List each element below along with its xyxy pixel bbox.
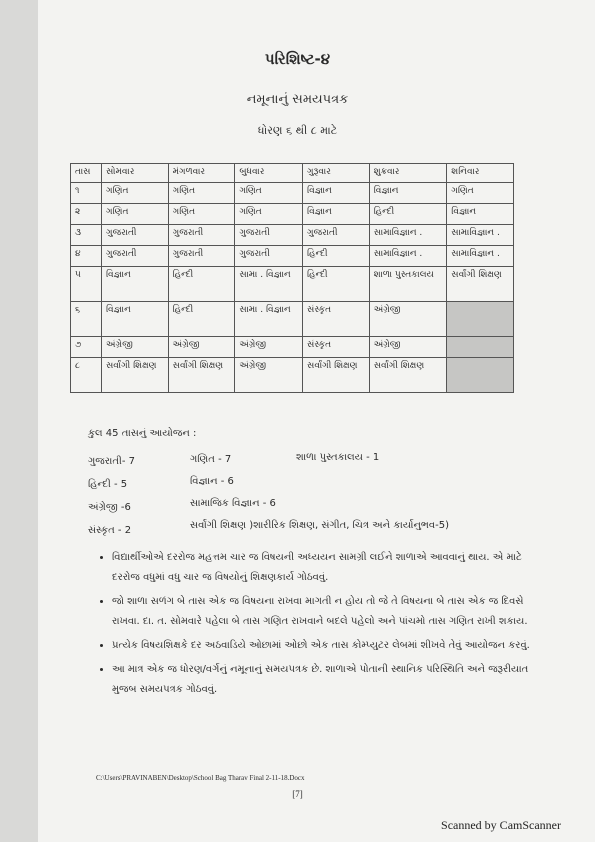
- table-cell: સર્વાંગી શિક્ષણ: [168, 358, 235, 393]
- table-cell: ૮: [71, 358, 102, 393]
- table-cell: સામાવિજ્ઞાન .: [369, 225, 447, 246]
- table-cell: શાળા પુસ્તકાલય: [369, 267, 447, 302]
- table-cell: હિન્દી: [168, 302, 235, 337]
- table-cell: સંસ્કૃત: [303, 302, 370, 337]
- shaded-cell: [447, 302, 514, 337]
- timetable: [70, 163, 514, 393]
- table-cell: અંગ્રેજી: [168, 337, 235, 358]
- table-cell: ગુજરાતી: [102, 225, 169, 246]
- table-cell: હિન્દી: [168, 267, 235, 302]
- table-cell: ગુજરાતી: [235, 246, 303, 267]
- standard-label: ધોરણ ૬ થી ૮ માટે: [257, 124, 338, 137]
- timetable-header-row: [71, 164, 514, 183]
- list-item: • પ્રત્યેક વિષયશિક્ષકે દર અઠવાડિયે ઓછામાં ઓછો એક તાસ કોમ્પ્યુટર લેબમાં શીખવે તેવું આયોજન કરવું.: [112, 636, 532, 656]
- header-friday: શુક્રવાર: [369, 164, 447, 183]
- table-cell: ગુજરાતી: [168, 225, 235, 246]
- table-row: [71, 183, 514, 204]
- table-cell: ૪: [71, 246, 102, 267]
- table-cell: વિજ્ઞાન: [369, 183, 447, 204]
- table-cell: સામા . વિજ્ઞાન: [235, 267, 303, 302]
- table-cell: ગણિત: [235, 204, 303, 225]
- header-wednesday: બુધવાર: [235, 164, 303, 183]
- table-row: [71, 302, 514, 337]
- table-cell: વિજ્ઞાન: [303, 183, 370, 204]
- table-row: [71, 246, 514, 267]
- summary-english: અંગ્રેજી -6: [88, 502, 131, 513]
- summary-maths: ગણિત - 7: [190, 454, 232, 465]
- summary-social-science: સામાજિક વિજ્ઞાન - 6: [190, 498, 276, 509]
- header-tuesday: મંગળવાર: [168, 164, 235, 183]
- table-cell: વિજ્ઞાન: [102, 302, 169, 337]
- table-cell: ગણિત: [102, 204, 169, 225]
- header-thursday: ગુરૂવાર: [303, 164, 370, 183]
- footer-file-path: C:\Users\PRAVINABEN\Desktop\School Bag Tharav Final 2-11-18.Docx: [96, 774, 305, 782]
- table-row: [71, 337, 514, 358]
- table-cell: ૭: [71, 337, 102, 358]
- table-cell: ગુજરાતી: [168, 246, 235, 267]
- table-cell: ૫: [71, 267, 102, 302]
- list-item: • આ માત્ર એક જ ધોરણ/વર્ગનું નમૂનાનું સમયપત્રક છે. શાળાએ પોતાની સ્થાનિક પરિસ્થિતિ અને જરૂરીયાત મુજબ સમયપત્રક ગોઠવવું.: [112, 660, 532, 700]
- table-cell: ગુજરાતી: [102, 246, 169, 267]
- summary-science: વિજ્ઞાન - 6: [190, 476, 234, 487]
- summary-sanskrit: સંસ્કૃત - 2: [88, 525, 132, 536]
- appendix-title: પરિશિષ્ટ-૪: [264, 50, 331, 68]
- table-row: [71, 204, 514, 225]
- header-period: તાસ: [71, 164, 102, 183]
- table-cell: ગણિત: [447, 183, 514, 204]
- table-cell: અંગ્રેજી: [235, 337, 303, 358]
- table-row: [71, 267, 514, 302]
- timetable-subtitle: નમૂનાનું સમયપત્રક: [246, 92, 349, 107]
- table-cell: ૧: [71, 183, 102, 204]
- list-item: • જો શાળા સળંગ બે તાસ એક જ વિષયના રાખવા માગતી ન હોય તો જે તે વિષયના બે તાસ એક જ દિવસે રાખવા. દા. ત. સોમવારે પહેલા બે તાસ ગણિત રાખવાને બદલે પહેલો અને પાંચમો તાસ ગણિત રાખી શકાય.: [112, 592, 532, 632]
- table-cell: અંગ્રેજી: [102, 337, 169, 358]
- table-cell: અંગ્રેજી: [235, 358, 303, 393]
- page-number: [7]: [292, 789, 303, 799]
- header-saturday: શનિવાર: [447, 164, 514, 183]
- table-cell: હિન્દી: [369, 204, 447, 225]
- table-cell: ગુજરાતી: [235, 225, 303, 246]
- table-cell: સામાવિજ્ઞાન .: [447, 225, 514, 246]
- table-cell: સંસ્કૃત: [303, 337, 370, 358]
- table-cell: સર્વાંગી શિક્ષણ: [102, 358, 169, 393]
- header-monday: સોમવાર: [102, 164, 169, 183]
- summary-gujarati: ગુજરાતી- 7: [88, 456, 136, 467]
- table-row: [71, 358, 514, 393]
- table-cell: હિન્દી: [303, 246, 370, 267]
- table-cell: સામાવિજ્ઞાન .: [369, 246, 447, 267]
- table-cell: અંગ્રેજી: [369, 302, 447, 337]
- table-cell: ગણિત: [235, 183, 303, 204]
- summary-holistic-education: સર્વાંગી શિક્ષણ )શારીરિક શિક્ષણ, સંગીત, ચિત્ર અને કાર્યાનુભવ-5): [190, 520, 450, 531]
- table-cell: સામા . વિજ્ઞાન: [235, 302, 303, 337]
- table-cell: સર્વાંગી શિક્ષણ: [369, 358, 447, 393]
- table-cell: હિન્દી: [303, 267, 370, 302]
- table-cell: ૬: [71, 302, 102, 337]
- table-cell: વિજ્ઞાન: [447, 204, 514, 225]
- shaded-cell: [447, 358, 514, 393]
- table-cell: ગુજરાતી: [303, 225, 370, 246]
- guideline-notes: [98, 548, 532, 704]
- table-cell: વિજ્ઞાન: [303, 204, 370, 225]
- summary-title: કુલ 45 તાસનું આયોજન :: [88, 428, 197, 439]
- table-row: [71, 225, 514, 246]
- table-cell: સર્વાંગી શિક્ષણ: [303, 358, 370, 393]
- summary-library: શાળા પુસ્તકાલય - 1: [296, 452, 380, 463]
- shaded-cell: [447, 337, 514, 358]
- table-cell: સામાવિજ્ઞાન .: [447, 246, 514, 267]
- table-cell: ગણિત: [168, 183, 235, 204]
- table-cell: સર્વાંગી શિક્ષણ: [447, 267, 514, 302]
- list-item: • વિદ્યાર્થીઓએ દરરોજ મહત્તમ ચાર જ વિષયની અધ્યયન સામગ્રી લઈને શાળાએ આવવાનું થાય. એ માટે દરરોજ વધુમાં વધુ ચાર જ વિષયોનું શિક્ષણકાર્ય ગોઠવવું.: [112, 548, 532, 588]
- table-cell: ગણિત: [168, 204, 235, 225]
- summary-hindi: હિન્દી - 5: [88, 479, 128, 490]
- table-cell: ગણિત: [102, 183, 169, 204]
- table-cell: ૩: [71, 225, 102, 246]
- table-cell: વિજ્ઞાન: [102, 267, 169, 302]
- table-cell: ૨: [71, 204, 102, 225]
- scanner-watermark: Scanned by CamScanner: [441, 818, 561, 832]
- table-cell: અંગ્રેજી: [369, 337, 447, 358]
